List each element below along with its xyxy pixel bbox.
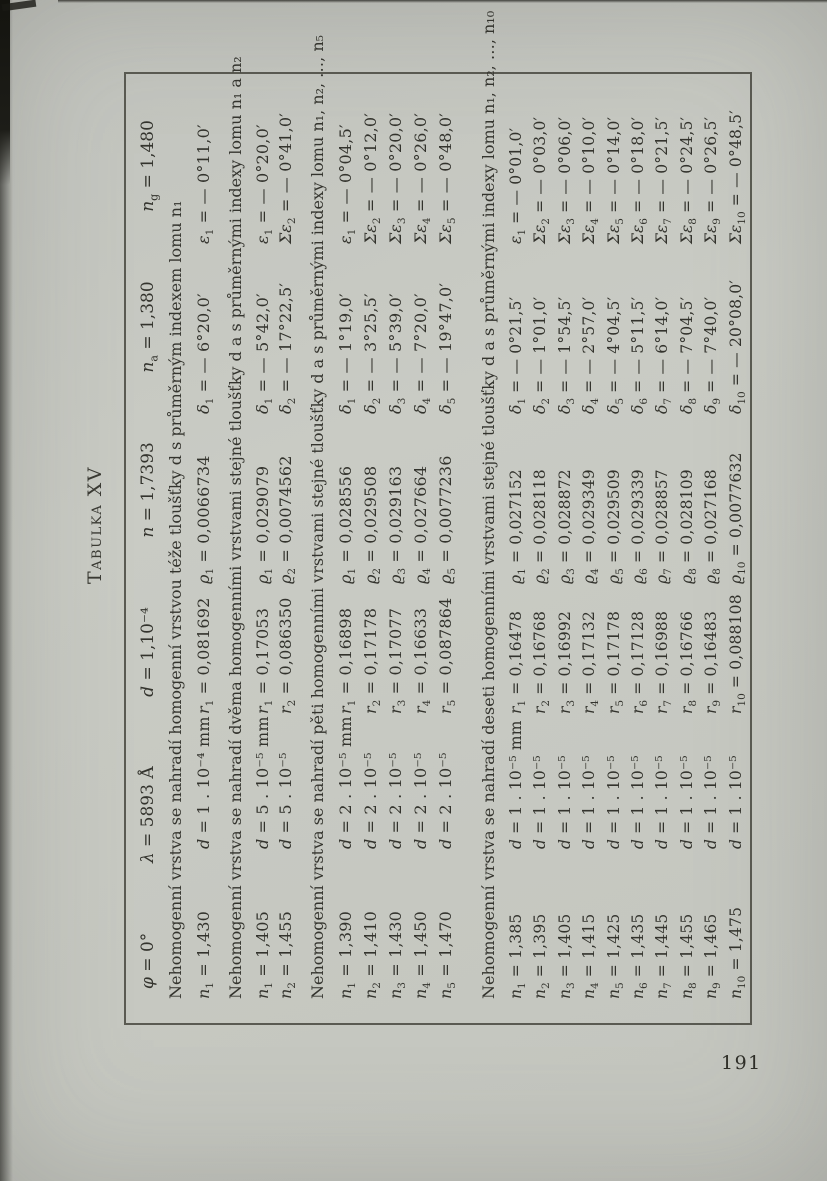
table-cell: $ϱ_1 = 0,027152$ [507, 469, 529, 584]
table-cell: $\Sigma\varepsilon_9$ = — 0°26,5′ [702, 116, 724, 244]
table-cell: $ϱ_1 = 0,0066734$ [194, 455, 217, 584]
table-cell: $ϱ_2 = 0,028118$ [531, 469, 553, 584]
rotated-table-block [84, 10, 752, 1025]
table-cell: $n_5 = 1,470$ [436, 911, 459, 999]
table-cell: $ϱ_2 = 0,0074562$ [276, 455, 299, 584]
table-cell: $n_1 = 1,385$ [507, 913, 529, 999]
table-row [626, 86, 650, 999]
table-cell: $\Sigma\varepsilon_2$ = — 0°03,0′ [531, 116, 553, 244]
table-cell: $\delta_4$ = — 7°20,0′ [411, 293, 434, 414]
table-cell: $\delta_2$ = — 3°25,5′ [361, 293, 384, 414]
table-cell: $r_1 = 0,16478$ [507, 610, 529, 714]
table-cell: d = 1 . 10⁻⁵ [653, 755, 672, 849]
table-cell: $ϱ_{10} = 0,0077632$ [726, 452, 748, 584]
table-cell: $r_4 = 0,16633$ [411, 607, 434, 714]
table-row [408, 86, 433, 999]
section-heading: Nehomogenní vrstva se nahradí deseti homogenními vrstvami stejné tloušťky d a s průměrnými indexy lomu n₁, n₂, …, n₁₀ [479, 10, 498, 999]
table-row [433, 86, 458, 999]
table-cell: d = 1 . 10⁻⁴ mm [194, 716, 213, 849]
table-cell: $r_5 = 0,17178$ [604, 610, 626, 714]
table-cell: $n_1 = 1,390$ [336, 911, 359, 999]
table-cell: $\Sigma\varepsilon_3$ = — 0°06,0′ [555, 116, 577, 244]
table-cell: $\delta_1$ = — 6°20,0′ [194, 293, 217, 414]
table-cell: $ϱ_7 = 0,028857$ [653, 469, 675, 584]
table-cell: $r_2 = 0,086350$ [276, 597, 299, 714]
header-item-d: d = 1,10⁻⁴ [138, 607, 158, 697]
table-cell: d = 2 . 10⁻⁵ [361, 752, 380, 849]
table-cell: $\delta_5$ = — 19°47,0′ [436, 282, 459, 414]
table-cell: d = 1 . 10⁻⁵ [677, 755, 696, 849]
table-cell: $ϱ_8 = 0,027168$ [702, 469, 724, 584]
table-cell: $n_1 = 1,405$ [253, 911, 276, 999]
table-cell: d = 5 . 10⁻⁵ mm [253, 716, 272, 849]
table-cell: $\delta_2$ = — 1°01,0′ [531, 296, 553, 414]
section-heading: Nehomogenní vrstva se nahradí pěti homogenními vrstvami stejné tloušťky d a s průměrnými indexy lomu n₁, n₂, …, n₅ [308, 34, 327, 999]
table-cell: $ϱ_4 = 0,027664$ [411, 465, 434, 584]
table-cell: $\delta_8$ = — 7°04,5′ [677, 296, 699, 414]
table-cell: $\delta_{10}$ = — 20°08,0′ [726, 279, 748, 414]
table-cell: d = 2 . 10⁻⁵ [411, 752, 430, 849]
table-row [553, 86, 577, 999]
header-item-n: n = 1,7393 [138, 442, 158, 538]
section-rows [251, 86, 297, 999]
table-cell: d = 1 . 10⁻⁵ [702, 755, 721, 849]
table-cell: $\delta_1$ = — 1°19,0′ [336, 293, 359, 414]
table-row [528, 86, 552, 999]
table-cell: $n_3 = 1,430$ [386, 911, 409, 999]
header-item-na: $n_a = 1,380$ [138, 281, 161, 373]
table-cell: $n_2 = 1,455$ [276, 911, 299, 999]
table-cell: d = 1 . 10⁻⁵ mm [507, 720, 525, 849]
table-cell: $\Sigma\varepsilon_2$ = — 0°41,0′ [276, 112, 299, 244]
table-cell: $\varepsilon_1$ = — 0°11,0′ [194, 124, 217, 244]
table-cell: $n_5 = 1,425$ [604, 913, 626, 999]
table-cell: $\Sigma\varepsilon_4$ = — 0°10,0′ [580, 116, 602, 244]
table-cell: $r_1 = 0,17053$ [253, 607, 276, 714]
table-row [650, 86, 674, 999]
table-cell: d = 2 . 10⁻⁵ [436, 752, 455, 849]
table-cell: d = 1 . 10⁻⁵ [531, 755, 550, 849]
page-number: 191 [721, 1052, 762, 1074]
header-item-ng: $n_g = 1,480$ [138, 120, 161, 212]
table-header-row [135, 86, 161, 999]
book-gutter-shadow [0, 0, 10, 185]
table-cell: $r_5 = 0,087864$ [436, 597, 459, 714]
table-cell: $r_{10} = 0,088108$ [726, 594, 748, 714]
table-cell: $n_4 = 1,450$ [411, 911, 434, 999]
table-cell: $\delta_3$ = — 5°39,0′ [386, 293, 409, 414]
table-row [675, 86, 699, 999]
header-item-lambda: λ = 5893 Å [138, 766, 158, 864]
table-cell: $n_9 = 1,465$ [702, 913, 724, 999]
table-row [699, 86, 723, 999]
table-cell: $r_2 = 0,16768$ [531, 610, 553, 714]
table-row [504, 86, 528, 999]
table-cell: d = 1 . 10⁻⁵ [726, 755, 745, 849]
table-cell: $\Sigma\varepsilon_4$ = — 0°26,0′ [411, 112, 434, 244]
table-cell: $\delta_3$ = — 1°54,5′ [555, 296, 577, 414]
table-cell: $\varepsilon_1$ = — 0°01,0′ [507, 127, 529, 244]
table-row [724, 86, 748, 999]
table-cell: $n_{10} = 1,475$ [726, 906, 748, 999]
table-cell: $\delta_2$ = — 17°22,5′ [276, 282, 299, 414]
table-cell: $\Sigma\varepsilon_2$ = — 0°12,0′ [361, 112, 384, 244]
table-cell: $ϱ_1 = 0,029079$ [253, 465, 276, 584]
table-cell: $\Sigma\varepsilon_5$ = — 0°48,0′ [436, 112, 459, 244]
table-cell: d = 1 . 10⁻⁵ [555, 755, 574, 849]
scan-top-edge [58, 0, 827, 3]
table-cell: $r_1 = 0,081692$ [194, 597, 217, 714]
table-cell: $r_6 = 0,17128$ [629, 610, 651, 714]
table-cell: $r_1 = 0,16898$ [336, 607, 359, 714]
table-cell: $\Sigma\varepsilon_3$ = — 0°20,0′ [386, 112, 409, 244]
table-cell: $\Sigma\varepsilon_8$ = — 0°24,5′ [677, 116, 699, 244]
table-cell: $n_6 = 1,435$ [629, 913, 651, 999]
section-five-layers [307, 34, 459, 999]
table-cell: $r_8 = 0,16766$ [677, 610, 699, 714]
table-cell: $\varepsilon_1$ = — 0°04,5′ [336, 124, 359, 244]
section-one-layer [165, 86, 217, 999]
table-cell: $n_8 = 1,455$ [677, 913, 699, 999]
table-cell: $ϱ_5 = 0,029509$ [604, 469, 626, 584]
table-cell: $n_7 = 1,445$ [653, 913, 675, 999]
table-cell: d = 2 . 10⁻⁵ [386, 752, 405, 849]
table-cell: $\delta_5$ = — 4°04,5′ [604, 296, 626, 414]
table-caption: Tabulka XV [84, 465, 106, 585]
table-cell: $ϱ_6 = 0,029339$ [629, 469, 651, 584]
table-cell: $r_3 = 0,17077$ [386, 607, 409, 714]
table-cell: d = 2 . 10⁻⁵ mm [336, 716, 355, 849]
table-row [602, 86, 626, 999]
table-cell: $n_4 = 1,415$ [580, 913, 602, 999]
table-row [383, 86, 408, 999]
table-cell: $ϱ_3 = 0,028872$ [555, 469, 577, 584]
section-two-layers [225, 56, 299, 999]
header-item-phi: φ = 0° [138, 932, 158, 989]
table-cell: d = 1 . 10⁻⁵ [629, 755, 648, 849]
table-cell: $\delta_9$ = — 7°40,0′ [702, 296, 724, 414]
table-row [251, 86, 274, 999]
table-cell: $\Sigma\varepsilon_7$ = — 0°21,5′ [653, 116, 675, 244]
table-cell: $ϱ_4 = 0,029349$ [580, 469, 602, 584]
section-heading: Nehomogenní vrstva se nahradí dvěma homogenními vrstvami stejné tloušťky d a s průměrnými indexy lomu n₁ a n₂ [226, 56, 245, 999]
table-row [274, 86, 297, 999]
table-row [191, 86, 217, 999]
table-cell: $\delta_4$ = — 2°57,0′ [580, 296, 602, 414]
table-cell: $r_3 = 0,16992$ [555, 610, 577, 714]
section-rows [191, 86, 217, 999]
table-cell: d = 1 . 10⁻⁵ [580, 755, 599, 849]
table-cell: $\delta_1$ = — 5°42,0′ [253, 293, 276, 414]
table-row [333, 86, 358, 999]
table-cell: $ϱ_5 = 0,0077236$ [436, 455, 459, 584]
table-cell: $\Sigma\varepsilon_6$ = — 0°18,0′ [629, 116, 651, 244]
table-cell: $\delta_7$ = — 6°14,0′ [653, 296, 675, 414]
section-ten-layers [478, 10, 748, 999]
table-cell: d = 1 . 10⁻⁵ [604, 755, 623, 849]
table-cell: $ϱ_2 = 0,029508$ [361, 465, 384, 584]
table-cell: $\Sigma\varepsilon_5$ = — 0°14,0′ [604, 116, 626, 244]
section-rows [504, 86, 748, 999]
table-cell: $\delta_6$ = — 5°11,5′ [629, 296, 651, 414]
table-cell: $ϱ_8 = 0,028109$ [677, 469, 699, 584]
table-cell: $r_9 = 0,16483$ [702, 610, 724, 714]
table-cell: $n_2 = 1,410$ [361, 911, 384, 999]
table-cell: $r_7 = 0,16988$ [653, 610, 675, 714]
table-cell: $ϱ_3 = 0,029163$ [386, 465, 409, 584]
table-cell: $n_2 = 1,395$ [531, 913, 553, 999]
section-rows [333, 86, 458, 999]
table-cell: $\varepsilon_1$ = — 0°20,0′ [253, 124, 276, 244]
table-cell: $r_2 = 0,17178$ [361, 607, 384, 714]
section-heading: Nehomogenní vrstva se nahradí homogenní vrstvou téže tloušťky d s průměrným indexem lomu n₁ [166, 200, 185, 999]
table-row [577, 86, 601, 999]
table-cell: $n_1 = 1,430$ [194, 911, 217, 999]
table-frame [124, 10, 752, 1025]
table-cell: $\Sigma\varepsilon_{10}$ = — 0°48,5′ [726, 110, 748, 244]
table-cell: d = 5 . 10⁻⁵ [276, 752, 295, 849]
table-cell: $\delta_1$ = — 0°21,5′ [507, 296, 529, 414]
table-cell: $n_3 = 1,405$ [555, 913, 577, 999]
table-cell: $ϱ_1 = 0,028556$ [336, 465, 359, 584]
table-row [358, 86, 383, 999]
table-cell: $r_4 = 0,17132$ [580, 610, 602, 714]
